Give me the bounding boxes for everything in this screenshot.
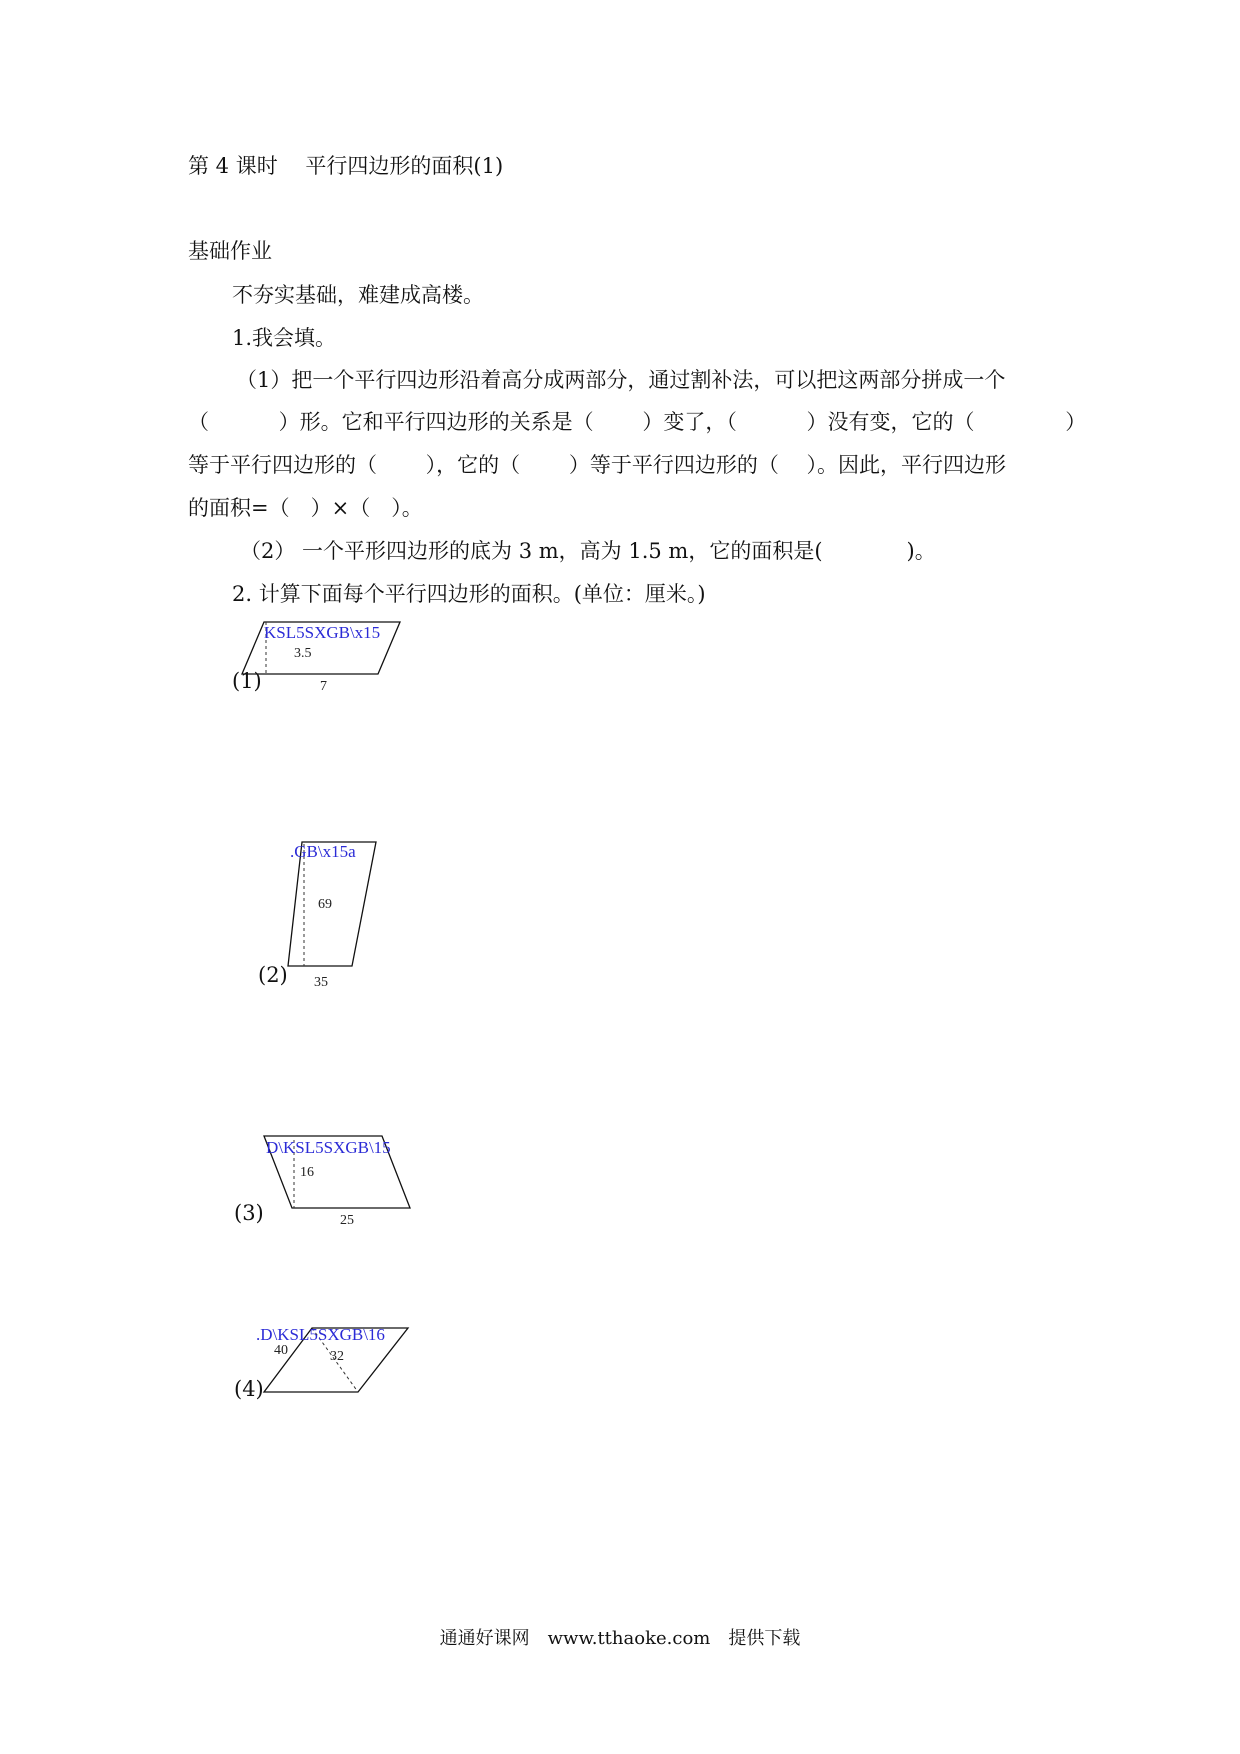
parallelogram-figure-4 xyxy=(230,1320,430,1410)
motto: 不夯实基础，难建成高楼。 xyxy=(232,283,484,307)
question-1-part-1-line-1: （1）把一个平行四边形沿着高分成两部分，通过割补法，可以把这两部分拼成一个 xyxy=(236,368,1006,392)
height-label: 3.5 xyxy=(294,646,312,661)
section-heading: 基础作业 xyxy=(188,239,272,263)
parallelogram-figure-2 xyxy=(250,832,410,1002)
side-label: 40 xyxy=(274,1343,288,1358)
figure-number: (3) xyxy=(234,1201,264,1225)
base-label: 7 xyxy=(320,679,327,694)
height-label: 32 xyxy=(330,1349,344,1364)
question-1-part-2: （2） 一个平形四边形的底为 3 m，高为 1.5 m，它的面积是( )。 xyxy=(240,539,936,563)
height-label: 16 xyxy=(300,1165,314,1180)
figure-reference-code: KSL5SXGB\x15 xyxy=(264,623,381,642)
base-label: 35 xyxy=(314,975,328,990)
parallelogram-figure-1 xyxy=(220,612,440,692)
question-1-part-1-line-4: 的面积=（ ）×（ ）。 xyxy=(188,496,423,520)
figure-number: (2) xyxy=(258,963,288,987)
parallelogram-figure-3 xyxy=(230,1128,430,1228)
height-label: 69 xyxy=(318,897,332,912)
question-1-heading: 1.我会填。 xyxy=(232,326,337,350)
figure-number: (1) xyxy=(232,669,262,693)
lesson-title: 第 4 课时 平行四边形的面积(1) xyxy=(188,154,504,178)
figure-reference-code: .D\KSL5SXGB\16 xyxy=(256,1325,385,1344)
figure-reference-code: .GB\x15a xyxy=(290,842,356,861)
question-2-heading: 2. 计算下面每个平行四边形的面积。(单位：厘米。) xyxy=(232,582,706,606)
question-1-part-1-line-2: （ ）形。它和平行四边形的关系是（ ）变了，（ ）没有变，它的（ ） xyxy=(188,410,1087,434)
question-1-part-1-line-3: 等于平行四边形的（ ），它的（ ）等于平行四边形的（ ）。因此，平行四边形 xyxy=(188,453,1007,477)
figure-number: (4) xyxy=(234,1377,264,1401)
base-label: 25 xyxy=(340,1213,354,1228)
figure-reference-code: D\KSL5SXGB\15 xyxy=(266,1138,391,1157)
page-footer: 通通好课网 www.tthaoke.com 提供下载 xyxy=(439,1628,801,1649)
